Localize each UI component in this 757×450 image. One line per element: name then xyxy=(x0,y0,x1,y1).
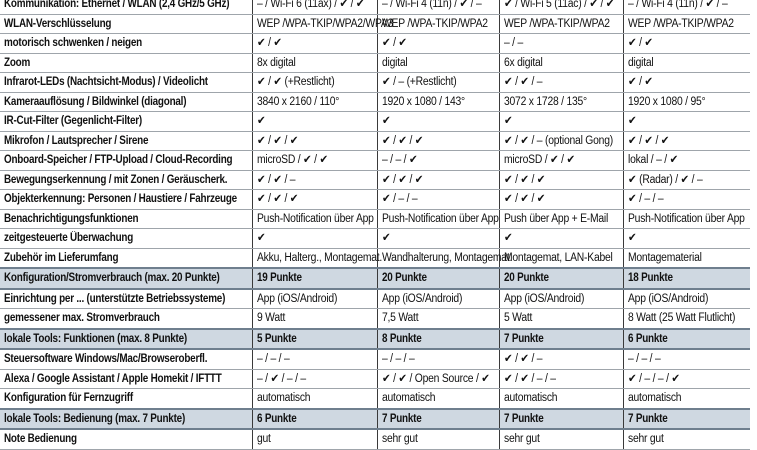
row-label xyxy=(0,0,252,14)
cell-value: ✔ / – / – xyxy=(381,193,417,206)
cell-value: ✔ / ✔ / ✔ xyxy=(503,173,545,186)
section-row xyxy=(0,268,750,289)
cell-value: Akku, Halterg., Montagemat. xyxy=(256,251,382,264)
cell-value: 5 Watt xyxy=(503,312,532,325)
cell-value: 18 Punkte xyxy=(627,272,673,285)
cell-value: 5 Punkte xyxy=(256,332,297,345)
cell-value: automatisch xyxy=(627,392,681,405)
cell-value: ✔ xyxy=(381,232,390,245)
product-4-cell xyxy=(623,0,750,14)
table-row xyxy=(0,14,750,34)
product-3-cell xyxy=(499,229,623,249)
cell-value: digital xyxy=(381,56,407,69)
row-label-text: motorisch schwenken / neigen xyxy=(4,37,142,50)
product-2-cell xyxy=(377,209,499,229)
product-3-cell xyxy=(499,349,623,369)
cell-value: App (iOS/Android) xyxy=(256,292,337,305)
product-1-cell xyxy=(252,112,377,132)
table-row xyxy=(0,170,750,190)
row-label-text: IR-Cut-Filter (Gegenlicht-Filter) xyxy=(4,115,142,128)
product-1-cell xyxy=(252,151,377,171)
cell-value: 3840 x 2160 / 110° xyxy=(256,95,339,108)
product-3-cell xyxy=(499,409,623,430)
table-row xyxy=(0,53,750,73)
table-row xyxy=(0,209,750,229)
row-label xyxy=(0,53,252,73)
row-label-text: lokale Tools: Bedienung (max. 7 Punkte) xyxy=(4,412,186,425)
product-1-cell xyxy=(252,229,377,249)
section-row xyxy=(0,409,750,430)
product-3-cell xyxy=(499,329,623,350)
row-label-text: Steuersoftware Windows/Mac/Browseroberfl. xyxy=(4,353,208,366)
cell-value: – / – / – xyxy=(381,353,414,366)
product-1-cell xyxy=(252,389,377,409)
cell-value: 20 Punkte xyxy=(503,272,549,285)
product-4-cell xyxy=(623,248,750,268)
product-4-cell xyxy=(623,73,750,93)
product-3-cell xyxy=(499,309,623,329)
cell-value: ✔ / – (+Restlicht) xyxy=(381,76,457,89)
cell-value: ✔ / ✔ xyxy=(627,37,653,50)
table-row xyxy=(0,429,750,449)
cell-value: sehr gut xyxy=(503,433,540,446)
cell-value: 1920 x 1080 / 95° xyxy=(627,95,705,108)
cell-value: 7 Punkte xyxy=(381,412,422,425)
table-row xyxy=(0,73,750,93)
product-1-cell xyxy=(252,329,377,350)
row-label xyxy=(0,170,252,190)
cell-value: 20 Punkte xyxy=(381,272,427,285)
section-label xyxy=(0,409,252,430)
cell-value: ✔ / ✔ / ✔ xyxy=(503,193,545,206)
product-1-cell xyxy=(252,14,393,34)
product-4-cell xyxy=(623,429,750,449)
product-2-cell xyxy=(377,92,499,112)
cell-value: 1920 x 1080 / 143° xyxy=(381,95,465,108)
cell-value: ✔ / ✔ / – xyxy=(503,76,542,89)
row-label xyxy=(0,229,252,249)
cell-value: 7,5 Watt xyxy=(381,312,418,325)
row-label xyxy=(0,112,252,132)
cell-value: 8 Watt (25 Watt Flutlicht) xyxy=(627,312,735,325)
row-label-text: Alexa / Google Assistant / Apple Homekit / IFTTT xyxy=(4,372,222,385)
cell-value: ✔ / ✔ / – xyxy=(503,353,542,366)
row-label-text: Note Bedienung xyxy=(4,433,77,446)
table-row xyxy=(0,309,750,329)
table-row xyxy=(0,289,750,309)
cell-value: ✔ xyxy=(627,232,636,245)
cell-value: ✔ / ✔ / – xyxy=(256,173,295,186)
row-label xyxy=(0,209,252,229)
row-label xyxy=(0,190,252,210)
product-2-cell xyxy=(377,268,499,289)
row-label-text: zeitgesteuerte Überwachung xyxy=(4,232,134,245)
product-1-cell xyxy=(252,53,377,73)
row-label-text: Kameraauflösung / Bildwinkel (diagonal) xyxy=(4,95,187,108)
cell-value: digital xyxy=(627,56,653,69)
cell-value: ✔ xyxy=(256,115,265,128)
section-label xyxy=(0,268,252,289)
product-2-cell xyxy=(377,112,499,132)
product-4-cell xyxy=(623,34,750,54)
cell-value: ✔ / ✔ / ✔ xyxy=(256,134,298,147)
product-2-cell xyxy=(377,14,499,34)
cell-value: Wandhalterung, Montagemat. xyxy=(381,251,512,264)
cell-value: Push über App + E-Mail xyxy=(503,212,608,225)
product-3-cell xyxy=(499,190,623,210)
product-4-cell xyxy=(623,53,750,73)
cell-value: WEP /WPA-TKIP/WPA2/WPA3 xyxy=(256,17,393,30)
table-row xyxy=(0,190,750,210)
product-1-cell xyxy=(252,209,377,229)
product-3-cell xyxy=(499,151,623,171)
row-label-text: Onboard-Speicher / FTP-Upload / Cloud-Recording xyxy=(4,154,233,167)
cell-value: ✔ / ✔ / ✔ xyxy=(256,193,298,206)
cell-value: ✔ / ✔ xyxy=(381,37,407,50)
cell-value: 6x digital xyxy=(503,56,543,69)
table-row xyxy=(0,0,750,14)
product-3-cell xyxy=(499,248,623,268)
product-3-cell xyxy=(499,0,623,14)
product-4-cell xyxy=(623,289,750,309)
row-label xyxy=(0,151,252,171)
product-1-cell xyxy=(252,190,377,210)
cell-value: – / ✔ / – / – xyxy=(256,372,306,385)
row-label xyxy=(0,34,252,54)
product-3-cell xyxy=(499,170,623,190)
cell-value: ✔ / ✔ / Open Source / ✔ xyxy=(381,372,490,385)
cell-value: WEP /WPA-TKIP/WPA2 xyxy=(503,17,610,30)
table-row xyxy=(0,34,750,54)
cell-value: sehr gut xyxy=(627,433,664,446)
product-4-cell xyxy=(623,229,750,249)
product-3-cell xyxy=(499,289,623,309)
row-label-text: Zubehör im Lieferumfang xyxy=(4,251,119,264)
cell-value: automatisch xyxy=(256,392,310,405)
row-label xyxy=(0,131,252,151)
product-3-cell xyxy=(499,53,623,73)
row-label xyxy=(0,349,252,369)
product-3-cell xyxy=(499,14,623,34)
cell-value: – / Wi-Fi 4 (11n) / ✔ / – xyxy=(627,0,727,11)
product-4-cell xyxy=(623,349,750,369)
product-1-cell xyxy=(252,429,377,449)
product-3-cell xyxy=(499,112,623,132)
section-row xyxy=(0,329,750,350)
row-label-text: Einrichtung per ... (unterstützte Betriebssysteme) xyxy=(4,292,226,305)
product-4-cell xyxy=(623,369,750,389)
cell-value: ✔ xyxy=(256,232,265,245)
cell-value: ✔ / ✔ (+Restlicht) xyxy=(256,76,334,89)
row-label-text: Bewegungserkennung / mit Zonen / Geräuscherk. xyxy=(4,173,228,186)
product-4-cell xyxy=(623,309,750,329)
product-1-cell xyxy=(252,34,377,54)
table-row xyxy=(0,369,750,389)
product-1-cell xyxy=(252,73,377,93)
cell-value: 3072 x 1728 / 135° xyxy=(503,95,587,108)
product-1-cell xyxy=(252,349,377,369)
product-2-cell xyxy=(377,429,499,449)
product-4-cell xyxy=(623,268,750,289)
cell-value: ✔ / Wi-Fi 5 (11ac) / ✔ / ✔ xyxy=(503,0,614,11)
table-row xyxy=(0,389,750,409)
cell-value: ✔ xyxy=(627,115,636,128)
product-4-cell xyxy=(623,190,750,210)
row-label-text: Benachrichtigungsfunktionen xyxy=(4,212,139,225)
product-4-cell xyxy=(623,112,750,132)
cell-value: ✔ / ✔ / – (optional Gong) xyxy=(503,134,613,147)
cell-value: 6 Punkte xyxy=(256,412,297,425)
product-3-cell xyxy=(499,131,623,151)
product-1-cell xyxy=(252,170,377,190)
cell-value: 7 Punkte xyxy=(503,332,544,345)
section-label xyxy=(0,329,252,350)
product-1-cell xyxy=(252,369,377,389)
product-2-cell xyxy=(377,309,499,329)
product-1-cell xyxy=(252,131,377,151)
row-label xyxy=(0,289,252,309)
product-2-cell xyxy=(377,34,499,54)
row-label-text: Konfiguration/Stromverbrauch (max. 20 Punkte) xyxy=(4,272,220,285)
row-label-text: Kommunikation: Ethernet / WLAN (2,4 GHz/5 GHz) xyxy=(4,0,230,11)
cell-value: ✔ / ✔ / ✔ xyxy=(381,173,423,186)
row-label xyxy=(0,248,252,268)
table-row xyxy=(0,92,750,112)
cell-value: microSD / ✔ / ✔ xyxy=(256,154,328,167)
cell-value: 6 Punkte xyxy=(627,332,668,345)
row-label-text: Objekterkennung: Personen / Haustiere / Fahrzeuge xyxy=(4,193,237,206)
cell-value: ✔ / ✔ xyxy=(256,37,282,50)
product-3-cell xyxy=(499,34,623,54)
product-2-cell xyxy=(377,73,499,93)
cell-value: App (iOS/Android) xyxy=(381,292,462,305)
cell-value: – / – / ✔ xyxy=(381,154,417,167)
cell-value: 8 Punkte xyxy=(381,332,422,345)
row-label-text: Infrarot-LEDs (Nachtsicht-Modus) / Videolicht xyxy=(4,76,208,89)
cell-value: 8x digital xyxy=(256,56,296,69)
cell-value: Montagemat, LAN-Kabel xyxy=(503,251,613,264)
cell-value: Montagematerial xyxy=(627,251,702,264)
cell-value: lokal / – / ✔ xyxy=(627,154,678,167)
cell-value: gut xyxy=(256,433,271,446)
row-label-text: lokale Tools: Funktionen (max. 8 Punkte) xyxy=(4,332,188,345)
table-row xyxy=(0,131,750,151)
cell-value: sehr gut xyxy=(381,433,418,446)
cell-value: ✔ / – / – / ✔ xyxy=(627,372,680,385)
cell-value: 9 Watt xyxy=(256,312,285,325)
row-label xyxy=(0,429,252,449)
product-3-cell xyxy=(499,209,623,229)
product-4-cell xyxy=(623,329,750,350)
cell-value: Push-Notification über App xyxy=(627,212,745,225)
cell-value: ✔ xyxy=(503,232,512,245)
cell-value: ✔ xyxy=(503,115,512,128)
product-4-cell xyxy=(623,131,750,151)
row-label xyxy=(0,389,252,409)
table-row xyxy=(0,229,750,249)
product-2-cell xyxy=(377,389,499,409)
product-1-cell xyxy=(252,92,377,112)
table-row xyxy=(0,112,750,132)
product-3-cell xyxy=(499,92,623,112)
product-1-cell xyxy=(252,0,377,14)
product-2-cell xyxy=(377,131,499,151)
cell-value: WEP /WPA-TKIP/WPA2 xyxy=(381,17,488,30)
cell-value: ✔ / ✔ / – / – xyxy=(503,372,556,385)
product-4-cell xyxy=(623,170,750,190)
table-row xyxy=(0,349,750,369)
product-4-cell xyxy=(623,151,750,171)
row-label xyxy=(0,92,252,112)
cell-value: 7 Punkte xyxy=(627,412,668,425)
cell-value: – / Wi-Fi 6 (11ax) / ✔ / ✔ xyxy=(256,0,364,11)
cell-value: – / – xyxy=(503,37,523,50)
product-4-cell xyxy=(623,409,750,430)
product-3-cell xyxy=(499,73,623,93)
product-1-cell xyxy=(252,248,382,268)
cell-value: ✔ xyxy=(381,115,390,128)
cell-value: ✔ / ✔ xyxy=(627,76,653,89)
product-2-cell xyxy=(377,151,499,171)
table-row xyxy=(0,248,750,268)
row-label-text: WLAN-Verschlüsselung xyxy=(4,17,112,30)
row-label-text: Mikrofon / Lautsprecher / Sirene xyxy=(4,134,149,147)
cell-value: – / – / – xyxy=(256,353,289,366)
product-2-cell xyxy=(377,409,499,430)
product-2-cell xyxy=(377,229,499,249)
product-4-cell xyxy=(623,14,750,34)
product-2-cell xyxy=(377,53,499,73)
cell-value: 7 Punkte xyxy=(503,412,544,425)
product-1-cell xyxy=(252,268,377,289)
cell-value: – / Wi-Fi 4 (11n) / ✔ / – xyxy=(381,0,481,11)
cell-value: automatisch xyxy=(503,392,557,405)
cell-value: microSD / ✔ / ✔ xyxy=(503,154,575,167)
cell-value: ✔ / ✔ / ✔ xyxy=(381,134,423,147)
row-label-text: Konfiguration für Fernzugriff xyxy=(4,392,133,405)
product-3-cell xyxy=(499,389,623,409)
product-4-cell xyxy=(623,92,750,112)
product-2-cell xyxy=(377,0,499,14)
cell-value: App (iOS/Android) xyxy=(503,292,584,305)
cell-value: – / – / – xyxy=(627,353,660,366)
row-label-text: Zoom xyxy=(4,56,31,69)
product-1-cell xyxy=(252,409,377,430)
cell-value: automatisch xyxy=(381,392,435,405)
product-1-cell xyxy=(252,289,377,309)
row-label xyxy=(0,309,252,329)
product-2-cell xyxy=(377,289,499,309)
row-label xyxy=(0,369,252,389)
cell-value: WEP /WPA-TKIP/WPA2 xyxy=(627,17,734,30)
product-3-cell xyxy=(499,429,623,449)
row-label-text: gemessener max. Stromverbrauch xyxy=(4,312,160,325)
product-4-cell xyxy=(623,389,750,409)
cell-value: ✔ / ✔ / ✔ xyxy=(627,134,669,147)
product-2-cell xyxy=(377,369,499,389)
product-1-cell xyxy=(252,309,377,329)
product-2-cell xyxy=(377,170,499,190)
product-4-cell xyxy=(623,209,750,229)
row-label xyxy=(0,14,252,34)
cell-value: App (iOS/Android) xyxy=(627,292,708,305)
cell-value: ✔ (Radar) / ✔ / – xyxy=(627,173,702,186)
table-row xyxy=(0,151,750,171)
product-2-cell xyxy=(377,190,499,210)
product-3-cell xyxy=(499,369,623,389)
product-3-cell xyxy=(499,268,623,289)
product-2-cell xyxy=(377,329,499,350)
product-2-cell xyxy=(377,349,499,369)
cell-value: Push-Notification über App xyxy=(381,212,499,225)
product-2-cell xyxy=(377,248,512,268)
cell-value: Push-Notification über App xyxy=(256,212,374,225)
cell-value: ✔ / – / – xyxy=(627,193,663,206)
row-label xyxy=(0,73,252,93)
cell-value: 19 Punkte xyxy=(256,272,302,285)
